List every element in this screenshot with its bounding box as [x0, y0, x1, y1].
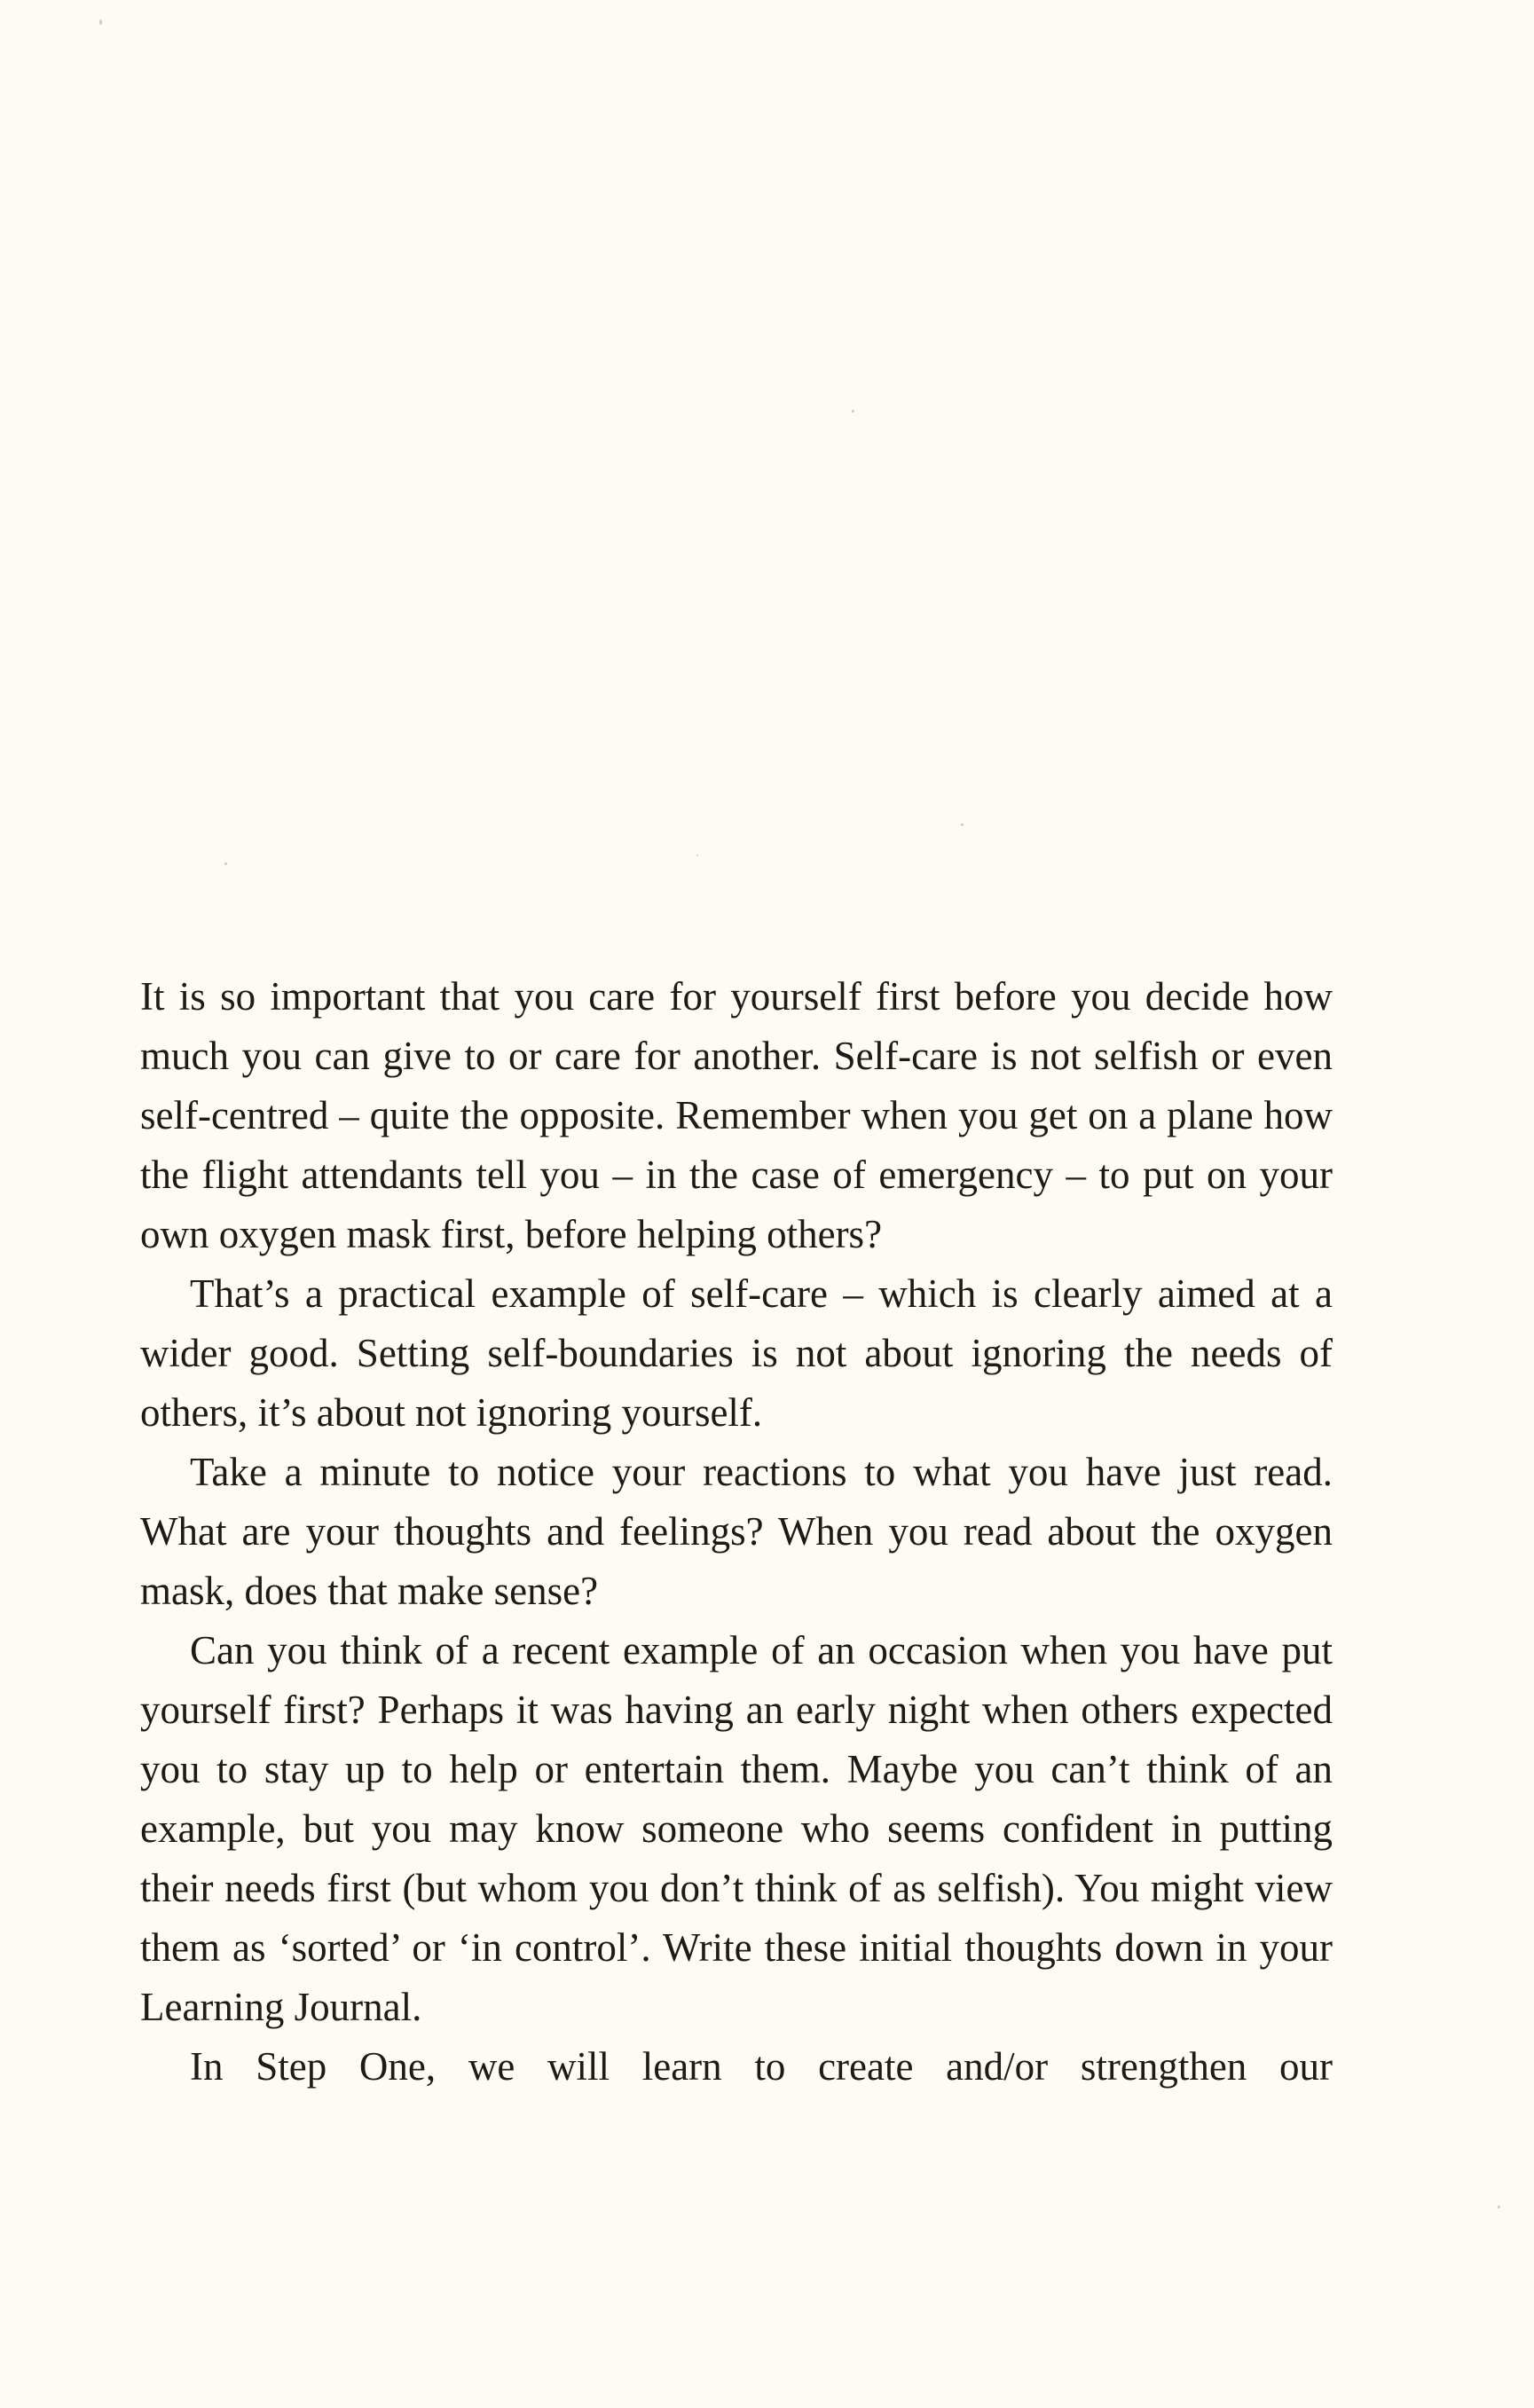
paragraph-4: Can you think of a recent example of an occasion when you have put yourself first? Perhaps it was having an early night when others expected you to stay up to help or entertain them. Maybe you can’t think of an example, but you may know someone who seems confident in putting their needs first (but whom you don’t think of as selfish). You might view them as ‘sorted’ or ‘in control’. Write these initial thoughts down in your Learning Journal.: [140, 1628, 1333, 2029]
paper-speck: [961, 823, 964, 826]
paper-speck: [696, 854, 698, 856]
paper-speck: [99, 20, 102, 25]
paragraph-3: Take a minute to notice your reactions to what you have just read. What are your thoughts and feelings? When you read about the oxygen mask, does that make sense?: [140, 1450, 1333, 1613]
paragraph-5: In Step One, we will learn to create and/or strengthen our: [190, 2044, 1333, 2089]
paragraph-2: That’s a practical example of self-care – which is clearly aimed at a wider good. Setting self-boundaries is not about ignoring the needs of others, it’s about not ignoring yourself.: [140, 1271, 1333, 1435]
paper-speck: [1498, 2206, 1500, 2208]
paper-speck: [224, 862, 227, 865]
paper-speck: [852, 410, 854, 413]
body-text: [140, 967, 1333, 2097]
paragraph-1: It is so important that you care for yourself first before you decide how much you can give to or care for another. Self-care is not selfish or even self-centred – quite the opposite. Remember when you get on a plane how the flight attendants tell you – in the case of emergency – to put on your own oxygen mask first, before helping others?: [140, 974, 1333, 1256]
